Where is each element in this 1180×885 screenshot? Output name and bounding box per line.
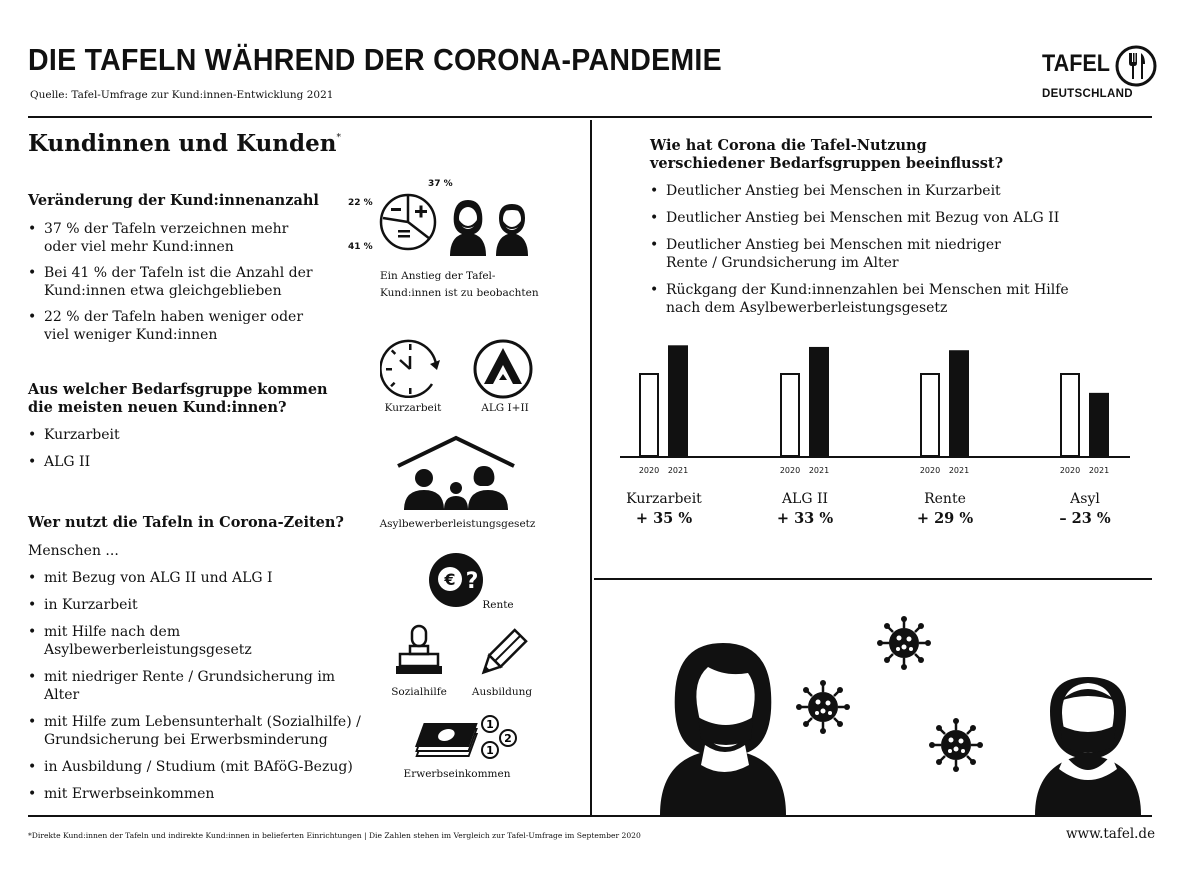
list-item: • 37 % der Tafeln verzeichnen mehr oder viel mehr Kund:innen [28, 220, 318, 256]
bar-2020-kurzarbeit [640, 374, 658, 456]
bar-2021-kurzarbeit [668, 345, 688, 456]
category-label: ALG II [781, 491, 829, 507]
bar-2021-alg-ii [809, 347, 829, 456]
right-list [650, 182, 1090, 317]
list-item: • in Kurzarbeit [28, 596, 368, 614]
clock-icon [380, 338, 446, 398]
list-item: • Deutlicher Anstieg bei Menschen in Kurzarbeit [650, 182, 1090, 200]
source-note: Quelle: Tafel-Umfrage zur Kund:innen-Entwicklung 2021 [30, 89, 334, 101]
stamp-icon [394, 622, 446, 682]
list-item: • Kurzarbeit [28, 426, 278, 444]
family-shelter-icon [394, 434, 518, 512]
year-tick-label: 2021 [1088, 466, 1110, 475]
alg-caption: ALG I+II [481, 402, 529, 414]
money-coins-icon [410, 714, 522, 766]
right-question: Wie hat Corona die Tafel-Nutzung verschiedener Bedarfsgruppen beeinflusst? [650, 137, 1004, 172]
asyl-caption: Asylbewerberleistungsgesetz [379, 518, 536, 530]
svg-text:€: € [444, 570, 456, 589]
list-item: • in Ausbildung / Studium (mit BAföG-Bezug) [28, 758, 368, 776]
man-with-mask-icon [1035, 677, 1141, 815]
bar-2020-rente [921, 374, 939, 456]
bar-2021-rente [949, 350, 969, 456]
year-tick-label: 2021 [948, 466, 970, 475]
fork-knife-logo-icon [1114, 44, 1158, 88]
pencil-icon [474, 626, 530, 682]
pie-label-equal: 41 % [348, 242, 373, 252]
right-section-divider [594, 578, 1152, 580]
virus-icon [877, 616, 931, 670]
change-percent-label: + 29 % [916, 510, 974, 527]
list-item: • 22 % der Tafeln haben weniger oder viel weniger Kund:innen [28, 308, 318, 344]
woman-with-mask-icon [660, 643, 786, 815]
header-rule [28, 116, 1152, 118]
list-item: • Deutlicher Anstieg bei Menschen mit Bezug von ALG II [650, 209, 1090, 227]
section-heading: Kundinnen und Kunden* [28, 130, 341, 157]
virus-icon [929, 718, 983, 772]
pie-label-plus: 37 % [428, 179, 453, 189]
bar-2020-asyl [1061, 374, 1079, 456]
category-label: Kurzarbeit [626, 491, 702, 507]
users-title: Wer nutzt die Tafeln in Corona-Zeiten? [28, 514, 344, 531]
sozialhilfe-caption: Sozialhilfe [391, 686, 447, 698]
rente-caption: Rente [482, 599, 514, 611]
users-intro: Menschen ... [28, 543, 119, 559]
list-item: • ALG II [28, 453, 278, 471]
brand-name: TAFEL [1042, 50, 1110, 77]
change-percent-label: – 23 % [1059, 510, 1111, 527]
list-item: • mit niedriger Rente / Grundsicherung im Alter [28, 668, 368, 704]
year-tick-label: 2021 [667, 466, 689, 475]
page-title: DIE TAFELN WÄHREND DER CORONA-PANDEMIE [28, 42, 722, 77]
ausbildung-caption: Ausbildung [471, 686, 533, 698]
svg-text:?: ? [465, 569, 479, 594]
bar-2021-asyl [1089, 393, 1109, 456]
pie-caption: Ein Anstieg der Tafel- Kund:innen ist zu beobachten [380, 270, 539, 299]
pie-label-minus: 22 % [348, 198, 373, 208]
year-tick-label: 2021 [808, 466, 830, 475]
year-tick-label: 2020 [638, 466, 660, 475]
list-item: • mit Hilfe nach dem Asylbewerberleistungsgesetz [28, 623, 274, 659]
category-label: Asyl [1070, 491, 1100, 507]
svg-text:2: 2 [504, 732, 512, 745]
pie-icon [378, 190, 538, 260]
list-item: • Deutlicher Anstieg bei Menschen mit niedriger Rente / Grundsicherung im Alter [650, 236, 1046, 272]
kurzarbeit-caption: Kurzarbeit [384, 402, 442, 414]
list-item: • Rückgang der Kund:innenzahlen bei Menschen mit Hilfe nach dem Asylbewerberleistungsgesetz [650, 281, 1090, 317]
chart-svg [600, 330, 1150, 480]
list-item: • mit Bezug von ALG II und ALG I [28, 569, 368, 587]
change-percent-label: + 33 % [776, 510, 834, 527]
year-tick-label: 2020 [919, 466, 941, 475]
year-tick-label: 2020 [779, 466, 801, 475]
people-virus-illustration [640, 605, 1150, 815]
list-item: • Bei 41 % der Tafeln ist die Anzahl der Kund:innen etwa gleichgeblieben [28, 264, 318, 300]
footnote: *Direkte Kund:innen der Tafeln und indirekte Kund:innen in belieferten Einrichtungen | Die Zahlen stehen im Vergleich zur Tafel-Umfrage im September 2020 [28, 831, 641, 840]
employment-agency-icon [472, 338, 534, 400]
bar-2020-alg-ii [781, 374, 799, 456]
groups-title: Aus welcher Bedarfsgruppe kommen die meisten neuen Kund:innen? [28, 381, 328, 416]
erwerb-caption: Erwerbseinkommen [403, 768, 511, 780]
change-list [28, 220, 318, 344]
users-list [28, 569, 368, 803]
column-divider [590, 120, 592, 816]
list-item: • mit Erwerbseinkommen [28, 785, 368, 803]
virus-icon [796, 680, 850, 734]
svg-text:1: 1 [486, 744, 494, 757]
change-percent-label: + 35 % [635, 510, 693, 527]
year-tick-label: 2020 [1059, 466, 1081, 475]
category-label: Rente [924, 491, 966, 507]
brand-subtitle: DEUTSCHLAND [1042, 88, 1133, 100]
list-item: • mit Hilfe zum Lebensunterhalt (Sozialhilfe) / Grundsicherung bei Erwerbsminderung [28, 713, 364, 749]
footer-rule [28, 815, 1152, 817]
change-title: Veränderung der Kund:innenanzahl [28, 192, 319, 209]
website-link[interactable]: www.tafel.de [1066, 826, 1156, 842]
svg-text:1: 1 [486, 718, 494, 731]
groups-list [28, 426, 278, 471]
